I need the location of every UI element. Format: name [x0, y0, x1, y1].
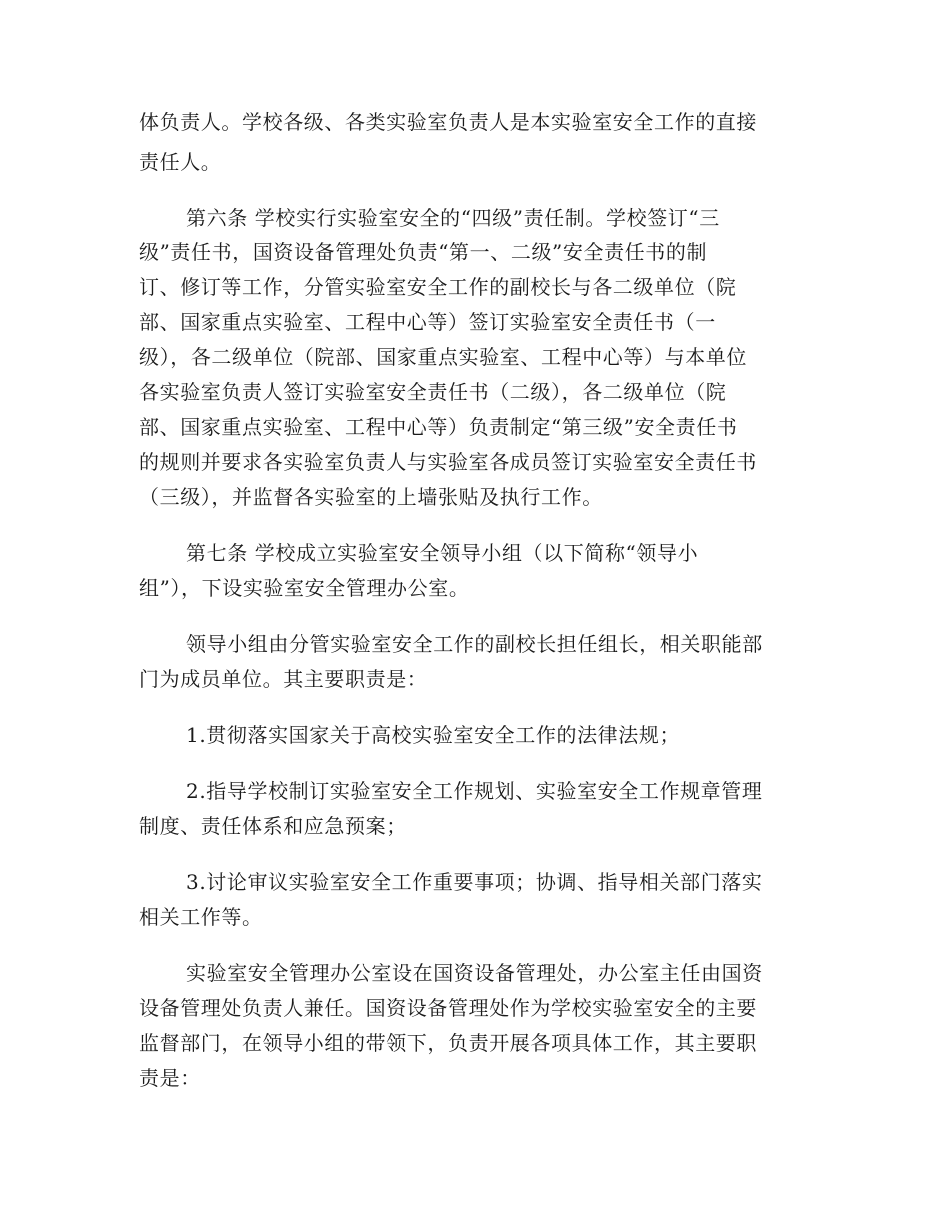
text-line: 责任人。 — [139, 150, 222, 174]
text-line: 部、国家重点实验室、工程中心等）负责制定“第三级”安全责任书 — [139, 415, 738, 439]
text-line: 部、国家重点实验室、工程中心等）签订实验室安全责任书（一 — [139, 310, 716, 334]
text-line: 制度、责任体系和应急预案； — [139, 814, 407, 838]
text-line: 订、修订等工作，分管实验室安全工作的副校长与各二级单位（院 — [139, 275, 737, 299]
text-line: 各实验室负责人签订实验室安全责任书（二级），各二级单位（院 — [139, 380, 727, 404]
text-line: 相关工作等。 — [139, 905, 263, 929]
text-line: （三级），并监督各实验室的上墙张贴及执行工作。 — [139, 485, 603, 509]
text-line: 的规则并要求各实验室负责人与实验室各成员签订实验室安全责任书 — [139, 450, 757, 474]
text-line: 级），各二级单位（院部、国家重点实验室、工程中心等）与本单位 — [139, 345, 747, 369]
text-line: 门为成员单位。其主要职责是： — [139, 667, 428, 691]
text-line: 组”），下设实验室安全管理办公室。 — [139, 576, 470, 600]
text-line: 设备管理处负责人兼任。国资设备管理处作为学校实验室安全的主要 — [139, 996, 757, 1020]
text-line: 责是： — [139, 1066, 201, 1090]
article-6-heading-line: 第六条 学校实行实验室安全的“四级”责任制。学校签订“三 — [186, 206, 720, 230]
text-line: 体负责人。学校各级、各类实验室负责人是本实验室安全工作的直接 — [139, 110, 757, 134]
text-line: 实验室安全管理办公室设在国资设备管理处，办公室主任由国资 — [186, 961, 763, 985]
duty-item: 3.讨论审议实验室安全工作重要事项；协调、指导相关部门落实 — [186, 870, 763, 894]
text-line: 领导小组由分管实验室安全工作的副校长担任组长，相关职能部 — [186, 632, 763, 656]
text-line: 监督部门，在领导小组的带领下，负责开展各项具体工作，其主要职 — [139, 1031, 757, 1055]
duty-item: 1.贯彻落实国家关于高校实验室安全工作的法律法规； — [186, 723, 681, 747]
text-line: 级”责任书，国资设备管理处负责“第一、二级”安全责任书的制 — [139, 240, 708, 264]
article-7-heading-line: 第七条 学校成立实验室安全领导小组（以下简称“领导小 — [186, 541, 699, 565]
duty-item: 2.指导学校制订实验室安全工作规划、实验室安全工作规章管理 — [186, 779, 763, 803]
